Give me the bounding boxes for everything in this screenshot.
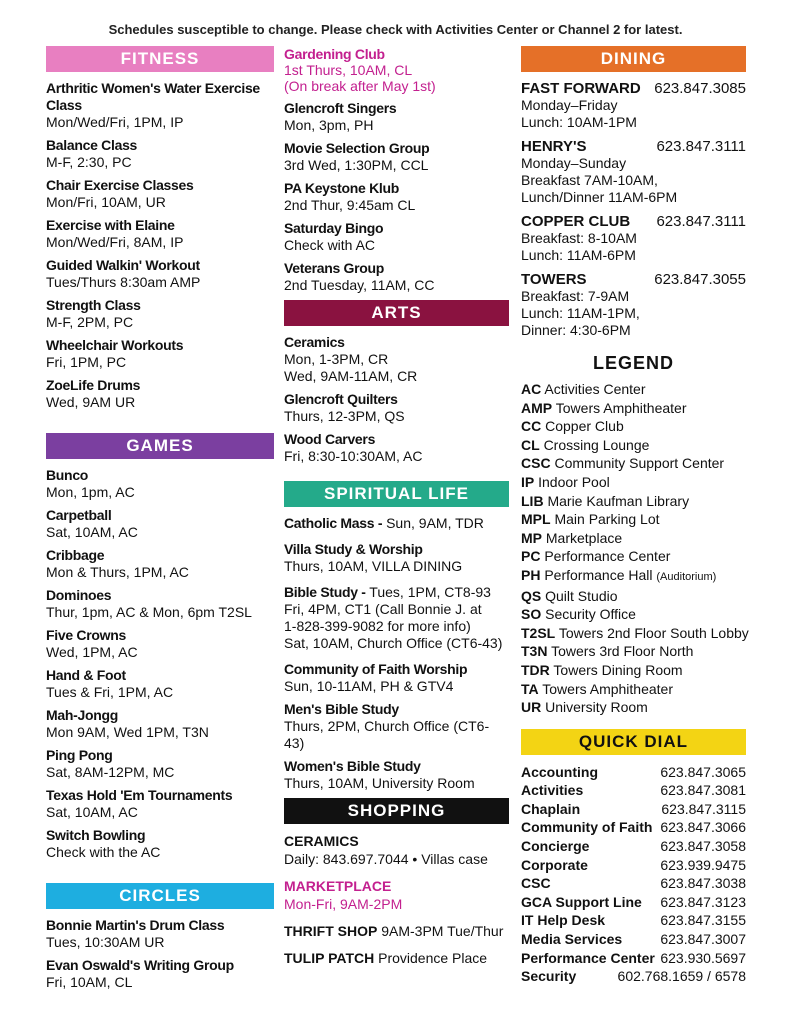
legend-text: Performance Center: [544, 548, 671, 565]
legend-text: Quilt Studio: [545, 587, 618, 604]
shopping-heading: SHOPPING: [284, 798, 509, 824]
quick-dial-label: Corporate: [521, 856, 588, 873]
list-item: [284, 180, 509, 214]
legend-code: TDR: [521, 661, 550, 678]
dining-venue: [521, 138, 746, 206]
arts-heading: ARTS: [284, 300, 509, 326]
quick-dial-row: [521, 763, 746, 782]
venue-name: TOWERS: [521, 271, 587, 288]
legend-item: [521, 566, 746, 587]
quick-dial-phone: 623.847.3065: [660, 763, 746, 780]
quick-dial-row: [521, 893, 746, 912]
item-name: Bunco: [46, 467, 89, 483]
list-item: [284, 431, 509, 465]
item-name: Catholic Mass -: [284, 515, 383, 531]
legend-item: [521, 436, 746, 455]
venue-name: COPPER CLUB: [521, 213, 631, 230]
item-name: Wood Carvers: [284, 431, 376, 447]
item-name: Mah-Jongg: [46, 707, 118, 723]
legend-item: [521, 454, 746, 473]
legend-code: PC: [521, 548, 541, 565]
item-detail: Mon/Wed/Fri, 8AM, IP: [46, 234, 184, 250]
item-detail: Tues/Thurs 8:30am AMP: [46, 274, 201, 290]
list-item: [46, 507, 274, 541]
legend-item: [521, 680, 746, 699]
quick-dial-label: GCA Support Line: [521, 893, 642, 910]
legend-item: [521, 399, 746, 418]
legend-text: Main Parking Lot: [554, 511, 660, 528]
item-name: Dominoes: [46, 587, 112, 603]
item-detail: Wed, 9AM UR: [46, 394, 136, 410]
legend-code: IP: [521, 473, 535, 490]
list-item: [284, 661, 509, 695]
quick-dial-phone: 623.847.3038: [660, 875, 746, 892]
quick-dial-phone: 623.847.3058: [660, 838, 746, 855]
legend-code: T3N: [521, 643, 548, 660]
quick-dial-list: [521, 763, 746, 986]
item-name: Switch Bowling: [46, 827, 146, 843]
item-name: Balance Class: [46, 137, 138, 153]
quick-dial-row: [521, 800, 746, 819]
list-item: [46, 467, 274, 501]
list-item: [284, 220, 509, 254]
item-name: Arthritic Women's Water Exercise Class: [46, 80, 260, 113]
item-name: Carpetball: [46, 507, 112, 523]
list-item: [46, 827, 274, 861]
quick-dial-label: CSC: [521, 875, 551, 892]
legend-item: [521, 473, 746, 492]
venue-phone: 623.847.3111: [656, 138, 746, 155]
legend-note: (Auditorium): [656, 570, 717, 583]
item-detail: Fri, 1PM, PC: [46, 354, 127, 370]
legend-text: Activities Center: [544, 381, 646, 397]
legend-text: Performance Hall: [544, 566, 653, 583]
item-detail: 9AM-3PM Tue/Thur: [377, 923, 504, 939]
item-detail: 2nd Tuesday, 11AM, CC: [284, 277, 435, 293]
item-name: Cribbage: [46, 547, 105, 563]
quick-dial-label: Activities: [521, 782, 584, 799]
legend-text: Marie Kaufman Library: [547, 492, 690, 509]
list-item: [284, 701, 509, 752]
quick-dial-phone: 623.847.3066: [660, 819, 746, 836]
dining-heading: DINING: [521, 46, 746, 72]
venue-hours: Breakfast: 7-9AM: [521, 288, 630, 304]
item-detail: Check with AC: [284, 237, 376, 253]
column-right: [521, 46, 749, 986]
item-detail: Providence Place: [374, 950, 488, 966]
venue-phone: 623.847.3085: [654, 80, 746, 97]
arts-list: [284, 334, 509, 465]
spiritual-list: [284, 661, 509, 792]
item-detail: 1-828-399-9082 for more info): [284, 618, 471, 634]
legend-item: [521, 698, 746, 717]
item-name: Exercise with Elaine: [46, 217, 175, 233]
list-item: [46, 627, 274, 661]
venue-hours: Breakfast 7AM-10AM,: [521, 172, 658, 188]
legend-item: [521, 642, 746, 661]
legend-text: Towers Dining Room: [553, 661, 683, 678]
quick-dial-row: [521, 818, 746, 837]
legend-item: [521, 661, 746, 680]
item-detail: Thurs, 12-3PM, QS: [284, 408, 405, 424]
list-item: [284, 758, 509, 792]
item-detail: Mon & Thurs, 1PM, AC: [46, 564, 189, 580]
item-name: Ceramics: [284, 334, 345, 350]
item-name: Men's Bible Study: [284, 701, 399, 717]
venue-hours: Monday–Friday: [521, 97, 618, 113]
dining-venue-header: [521, 138, 746, 155]
item-detail: Fri, 10AM, CL: [46, 974, 133, 990]
legend-text: Towers 2nd Floor South Lobby: [558, 624, 749, 641]
quick-dial-row: [521, 874, 746, 893]
venue-phone: 623.847.3055: [654, 271, 746, 288]
list-item: [46, 917, 274, 951]
circles-heading: CIRCLES: [46, 883, 274, 909]
dining-venue-header: [521, 80, 746, 97]
legend-code: CC: [521, 418, 542, 435]
item-detail: Check with the AC: [46, 844, 161, 860]
item-name: CERAMICS: [284, 833, 359, 849]
item-name: Bible Study -: [284, 584, 366, 600]
quick-dial-phone: 623.847.3155: [660, 912, 746, 929]
list-item: [46, 257, 274, 291]
legend-code: UR: [521, 699, 542, 716]
legend-text: Security Office: [545, 606, 636, 623]
item-detail: Tues, 1PM, CT8-93: [365, 584, 491, 600]
list-item: [284, 832, 509, 868]
quick-dial-label: Accounting: [521, 763, 598, 780]
item-detail: Tues & Fri, 1PM, AC: [46, 684, 174, 700]
item-name: Glencroft Singers: [284, 100, 397, 116]
list-item: [284, 922, 509, 940]
legend-code: QS: [521, 587, 542, 604]
dining-venue: [521, 80, 746, 131]
quick-dial-label: Media Services: [521, 931, 623, 948]
quick-dial-row: [521, 781, 746, 800]
item-detail: Thur, 1pm, AC & Mon, 6pm T2SL: [46, 604, 252, 620]
item-name: Five Crowns: [46, 627, 126, 643]
quick-dial-row: [521, 911, 746, 930]
spiritual-heading: SPIRITUAL LIFE: [284, 481, 509, 507]
item-name: Gardening Club: [284, 46, 385, 62]
quick-dial-row: [521, 930, 746, 949]
legend-code: TA: [521, 680, 539, 697]
quick-dial-label: IT Help Desk: [521, 912, 606, 929]
item-name: TULIP PATCH: [284, 950, 375, 966]
quick-dial-label: Concierge: [521, 838, 590, 855]
list-item: [46, 787, 274, 821]
legend-text: University Room: [545, 699, 648, 716]
list-item: [284, 949, 509, 967]
item-detail: 3rd Wed, 1:30PM, CCL: [284, 157, 429, 173]
item-detail: Fri, 4PM, CT1 (Call Bonnie J. at: [284, 601, 482, 617]
legend-text: Copper Club: [545, 418, 624, 435]
legend-text: Community Support Center: [554, 455, 725, 472]
list-item: [46, 667, 274, 701]
item-name: Evan Oswald's Writing Group: [46, 957, 234, 973]
quick-dial-label: Chaplain: [521, 800, 581, 817]
quick-dial-phone: 623.930.5697: [660, 949, 746, 966]
legend-text: Indoor Pool: [538, 473, 610, 490]
quick-dial-label: Security: [521, 968, 577, 985]
item-detail: Sun, 9AM, TDR: [382, 515, 484, 531]
item-name: Wheelchair Workouts: [46, 337, 184, 353]
legend-code: PH: [521, 566, 541, 583]
games-list: [46, 467, 274, 861]
item-name: Glencroft Quilters: [284, 391, 398, 407]
quick-dial-phone: 623.847.3007: [660, 931, 746, 948]
schedule-notice: Schedules susceptible to change. Please check with Activities Center or Channel 2 for latest.: [108, 22, 683, 37]
quick-dial-phone: 602.768.1659 / 6578: [617, 968, 746, 985]
legend-item: [521, 587, 746, 606]
quick-dial-label: Community of Faith: [521, 819, 653, 836]
fitness-heading: FITNESS: [46, 46, 274, 72]
item-detail: Daily: 843.697.7044 • Villas case: [284, 851, 488, 867]
legend-code: MP: [521, 529, 542, 546]
item-detail: Sat, 8AM-12PM, MC: [46, 764, 175, 780]
games-heading: GAMES: [46, 433, 274, 459]
legend-code: SO: [521, 606, 542, 623]
item-detail: Sat, 10AM, Church Office (CT6-43): [284, 635, 503, 651]
item-name: Women's Bible Study: [284, 758, 421, 774]
legend-code: CL: [521, 436, 540, 453]
list-item: [46, 957, 274, 991]
item-detail: Mon-Fri, 9AM-2PM: [284, 896, 403, 912]
list-item: [284, 541, 509, 575]
list-item: [284, 100, 509, 134]
item-detail: Thurs, 2PM, Church Office (CT6-43): [284, 718, 490, 751]
item-name: Texas Hold 'Em Tournaments: [46, 787, 233, 803]
list-item: [46, 547, 274, 581]
item-detail: Mon, 3pm, PH: [284, 117, 374, 133]
quick-dial-row: [521, 856, 746, 875]
item-name: Ping Pong: [46, 747, 113, 763]
column-left: [46, 46, 274, 997]
item-name: PA Keystone Klub: [284, 180, 399, 196]
circles-list: [46, 917, 274, 991]
item-detail: 2nd Thur, 9:45am CL: [284, 197, 416, 213]
legend-item: [521, 624, 749, 643]
legend-item: [521, 547, 746, 566]
list-item: [284, 877, 509, 913]
quick-dial-phone: 623.847.3081: [660, 782, 746, 799]
list-item: [284, 515, 509, 532]
venue-name: FAST FORWARD: [521, 80, 641, 97]
legend-code: LIB: [521, 492, 544, 509]
quick-dial-label: Performance Center: [521, 949, 655, 966]
venue-name: HENRY'S: [521, 138, 587, 155]
venue-hours: Lunch: 11AM-1PM,: [521, 305, 640, 321]
legend-code: AMP: [521, 399, 553, 416]
venue-hours: Dinner: 4:30-6PM: [521, 322, 631, 338]
venue-hours: Lunch: 10AM-1PM: [521, 114, 637, 130]
item-detail: Wed, 9AM-11AM, CR: [284, 368, 418, 384]
legend-item: [521, 492, 746, 511]
quick-dial-phone: 623.847.3115: [661, 800, 746, 817]
list-item: [46, 707, 274, 741]
list-item: [284, 334, 509, 385]
item-detail: Tues, 10:30AM UR: [46, 934, 165, 950]
venue-phone: 623.847.3111: [656, 213, 746, 230]
legend-text: Marketplace: [545, 529, 623, 546]
legend-item: [521, 417, 746, 436]
item-name: Bonnie Martin's Drum Class: [46, 917, 225, 933]
quick-dial-phone: 623.939.9475: [660, 856, 746, 873]
venue-hours: Monday–Sunday: [521, 155, 627, 171]
list-item: [284, 140, 509, 174]
list-item: [46, 137, 274, 171]
clubs-list: [284, 100, 509, 294]
item-name: Community of Faith Worship: [284, 661, 468, 677]
item-name: Hand & Foot: [46, 667, 126, 683]
fitness-list: [46, 80, 274, 411]
list-item: [46, 297, 274, 331]
item-detail: 1st Thurs, 10AM, CL: [284, 62, 413, 78]
item-detail: Fri, 8:30-10:30AM, AC: [284, 448, 423, 464]
list-item: [46, 747, 274, 781]
item-name: Veterans Group: [284, 260, 385, 276]
legend-text: Towers Amphitheater: [555, 399, 687, 416]
venue-hours: Breakfast: 8-10AM: [521, 230, 637, 246]
item-name: Villa Study & Worship: [284, 541, 423, 557]
list-item: [284, 584, 509, 652]
dining-venue: [521, 271, 746, 339]
list-item: [46, 587, 274, 621]
item-name: Movie Selection Group: [284, 140, 430, 156]
legend-list: [521, 380, 749, 717]
item-name: Strength Class: [46, 297, 141, 313]
venue-hours: Lunch/Dinner 11AM-6PM: [521, 189, 678, 205]
legend-item: [521, 510, 746, 529]
quick-dial-row: [521, 949, 746, 968]
item-detail: Thurs, 10AM, VILLA DINING: [284, 558, 463, 574]
legend-item: [521, 380, 746, 399]
quick-dial-heading: QUICK DIAL: [521, 729, 746, 755]
legend-item: [521, 529, 746, 548]
column-middle: [284, 46, 509, 976]
list-item: [46, 177, 274, 211]
legend-text: Towers Amphitheater: [542, 680, 673, 697]
item-detail: M-F, 2:30, PC: [46, 154, 132, 170]
quick-dial-row: [521, 837, 746, 856]
item-detail: Mon 9AM, Wed 1PM, T3N: [46, 724, 209, 740]
item-detail: Sun, 10-11AM, PH & GTV4: [284, 678, 454, 694]
legend-text: Towers 3rd Floor North: [551, 643, 694, 660]
list-item: [284, 46, 509, 94]
list-item: [46, 80, 274, 131]
legend-code: CSC: [521, 455, 551, 472]
venue-hours: Lunch: 11AM-6PM: [521, 247, 636, 263]
dining-venue-header: [521, 271, 746, 288]
item-name: THRIFT SHOP: [284, 923, 378, 939]
item-detail: M-F, 2PM, PC: [46, 314, 134, 330]
quick-dial-row: [521, 967, 746, 986]
list-item: [46, 337, 274, 371]
item-detail: Sat, 10AM, AC: [46, 524, 138, 540]
legend-code: MPL: [521, 511, 551, 528]
dining-list: [521, 80, 746, 339]
item-detail: Wed, 1PM, AC: [46, 644, 138, 660]
item-detail: Mon/Wed/Fri, 1PM, IP: [46, 114, 184, 130]
item-name: MARKETPLACE: [284, 878, 392, 894]
list-item: [284, 391, 509, 425]
item-name: Saturday Bingo: [284, 220, 384, 236]
quick-dial-phone: 623.847.3123: [660, 893, 746, 910]
legend-code: T2SL: [521, 624, 556, 641]
list-item: [46, 377, 274, 411]
dining-venue: [521, 213, 746, 264]
item-detail: Mon/Fri, 10AM, UR: [46, 194, 166, 210]
legend-heading: LEGEND: [592, 353, 674, 373]
legend-text: Crossing Lounge: [543, 436, 650, 453]
legend-item: [521, 605, 746, 624]
item-name: Guided Walkin' Workout: [46, 257, 200, 273]
list-item: [46, 217, 274, 251]
item-note: (On break after May 1st): [284, 78, 436, 94]
item-detail: Thurs, 10AM, University Room: [284, 775, 475, 791]
dining-venue-header: [521, 213, 746, 230]
item-name: Chair Exercise Classes: [46, 177, 194, 193]
legend-code: AC: [521, 381, 542, 397]
item-detail: Mon, 1pm, AC: [46, 484, 135, 500]
item-detail: Mon, 1-3PM, CR: [284, 351, 389, 367]
list-item: [284, 260, 509, 294]
item-detail: Sat, 10AM, AC: [46, 804, 138, 820]
item-name: ZoeLife Drums: [46, 377, 141, 393]
